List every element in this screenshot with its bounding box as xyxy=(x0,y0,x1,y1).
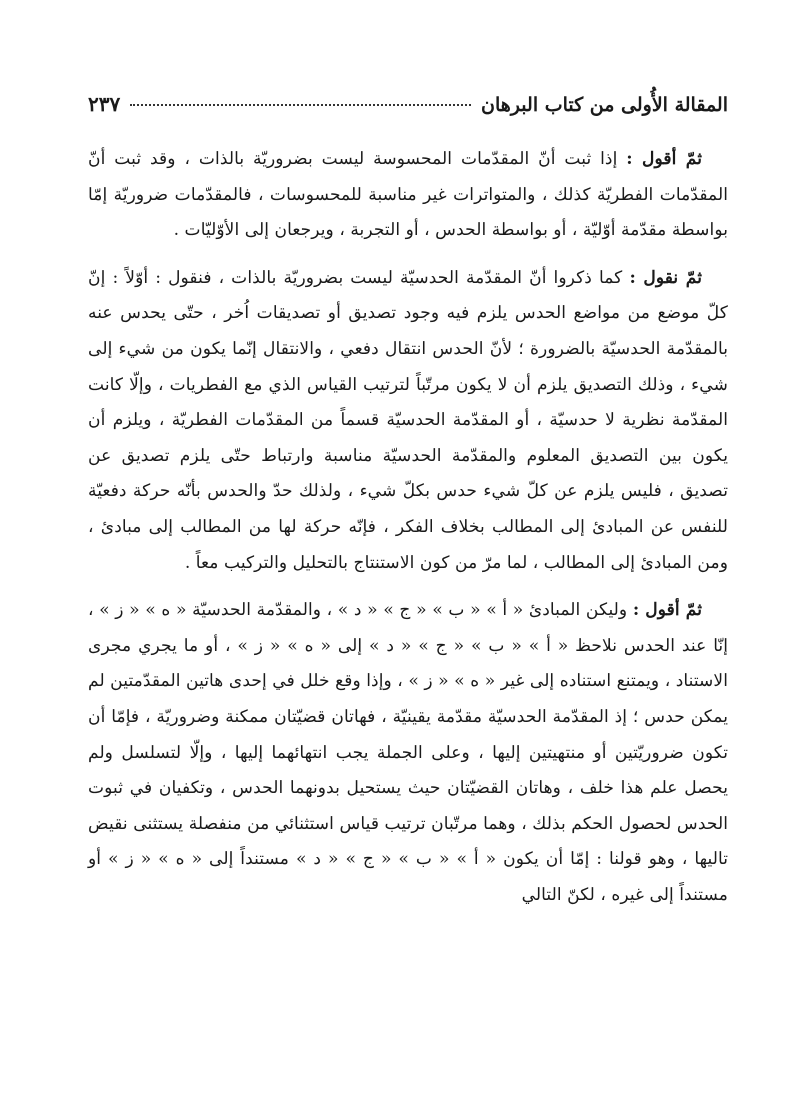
paragraph-text: إذا ثبت أنّ المقدّمات المحسوسة ليست بضروريّة بالذات ، وقد ثبت أنّ المقدّمات الفطريّة كذلك ، والمتواترات غير مناسبة للمحسوسات ، فالمقدّمات ضروريّة إمّا بواسطة مقدّمة أوّليّة ، أو بواسطة الحدس ، أو التجربة ، ويرجعان إلى الأوّليّات . xyxy=(88,149,728,241)
running-header xyxy=(88,92,728,122)
header-dot-leader xyxy=(130,104,471,106)
paragraph-text: وليكن المبادئ « أ » « ب » « ج » « د » ، والمقدّمة الحدسيّة « ه » « ز » ، إنّا عند الحدس نلاحظ « أ » « ب » « ج » « د » إلى « ه » « ز » ، أو ما يجري مجرى الاستناد ، ويمتنع استناده إلى غير « ه » « ز » ، وإذا وقع خلل في إحدى هاتين المقدّمتين لم يمكن حدس ؛ إذ المقدّمة الحدسيّة مقدّمة يقينيّة ، فهاتان قضيّتان ممكنة وضروريّة ، فإمّا أن تكون ضروريّتين أو منتهيتين إليها ، وعلى الجملة يجب انتهائهما إليها ، وإلّا لتسلسل ولم يحصل علم هذا خلف ، وهاتان القضيّتان حيث يستحيل بدونهما الحدس ، وتكفيان في ثبوت الحدس لحصول الحكم بذلك ، وهما مرتّبان ترتيب قياس استثنائي من منفصلة يستثنى نقيض تاليها ، وهو قولنا : إمّا أن يكون « أ » « ب » « ج » « د » مستنداً إلى « ه » « ز » أو مستنداً إلى غيره ، لكنّ التالي xyxy=(88,600,728,905)
paragraph-lead: ثمّ أقول : xyxy=(626,149,702,169)
paragraph-lead: ثمّ نقول : xyxy=(629,267,702,288)
header-title: المقالة الأُولى من كتاب البرهان xyxy=(481,94,728,116)
paragraph-2 xyxy=(88,261,728,581)
paragraph-lead: ثمّ أقول : xyxy=(632,600,702,621)
paragraph-1 xyxy=(88,142,728,249)
body-text xyxy=(88,142,728,925)
page-number: ٢٣٧ xyxy=(88,92,121,116)
paragraph-text: كما ذكروا أنّ المقدّمة الحدسيّة ليست بضروريّة بالذات ، فنقول : أوّلاً : إنّ كلّ موضع من مواضع الحدس يلزم فيه وجود تصديق أو تصديقات اُخر ، حتّى يحدس عنه بالمقدّمة الحدسيّة بالضرورة ؛ لأنّ الحدس انتقال دفعي ، والانتقال إنّما يكون من شيء إلى شيء ، وذلك التصديق يلزم أن لا يكون مرتّباً لترتيب القياس الذي مع الفطريات ، وإلّا كانت المقدّمة نظرية لا حدسيّة ، أو المقدّمة الحدسيّة قسماً من المقدّمات الفطريّة ، ويلزم أن يكون بين التصديق المعلوم والمقدّمة الحدسيّة مناسبة وارتباط حتّى يلزم تصديق عن تصديق ، فليس يلزم عن كلّ شيء حدس بكلّ شيء ، ولذلك حدّ والحدس بأنّه حركة دفعيّة للنفس عن المبادئ إلى المطالب بخلاف الفكر ، فإنّه حركة لها من المطالب إلى مبادئ ، ومن المبادئ إلى المطالب ، لما مرّ من كون الاستنتاج بالتحليل والتركيب معاً . xyxy=(88,267,728,573)
paragraph-3 xyxy=(88,593,728,913)
